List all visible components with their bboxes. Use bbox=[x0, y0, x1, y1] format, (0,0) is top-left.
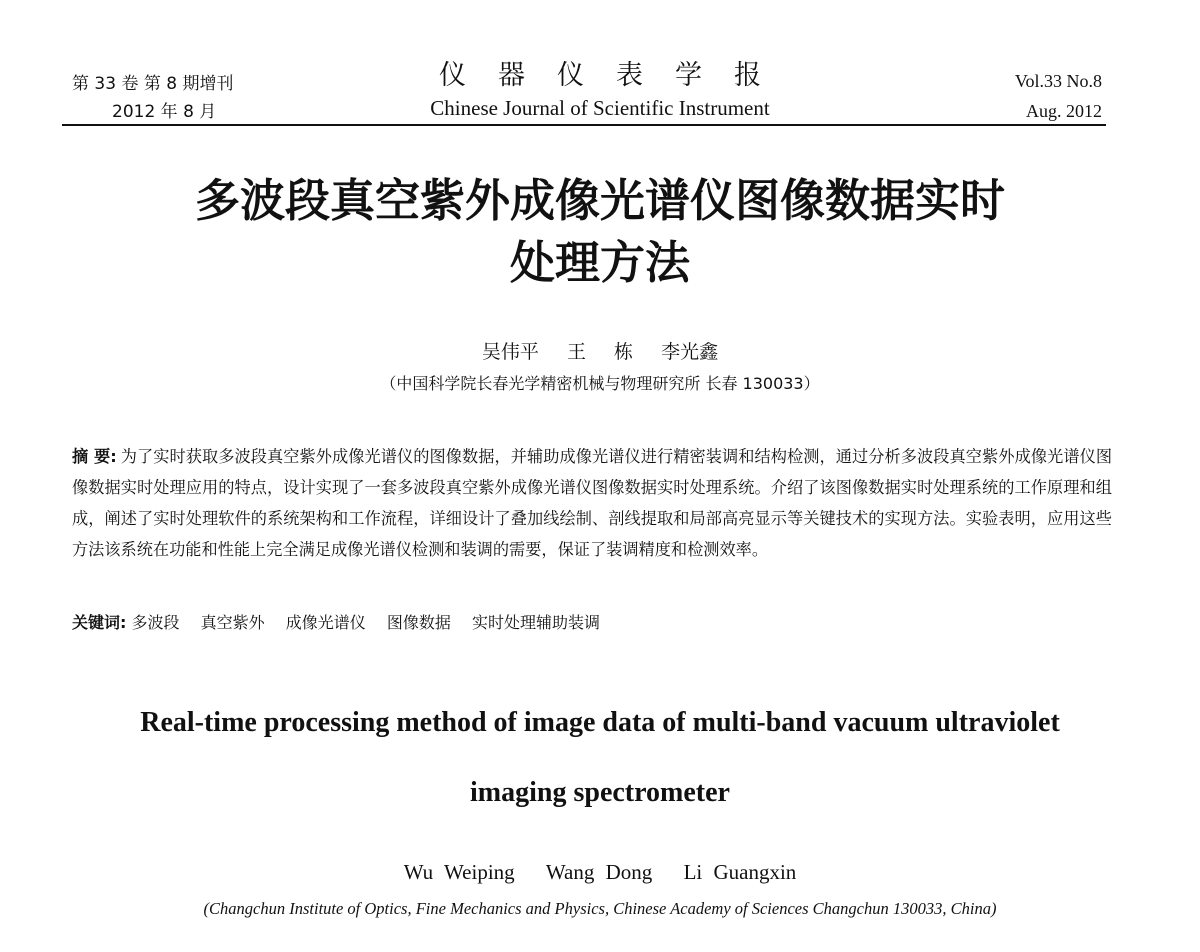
header-right bbox=[1015, 66, 1102, 126]
keyword: 图像数据 bbox=[386, 613, 451, 632]
journal-title-en: Chinese Journal of Scientific Instrument bbox=[430, 96, 770, 120]
author-cn: 王 栋 bbox=[566, 341, 634, 363]
author-en: Li Guangxin bbox=[683, 860, 797, 884]
author-cn: 李光鑫 bbox=[661, 341, 719, 363]
volume-issue-cn: 第 33 卷 第 8 期增刊 bbox=[72, 74, 234, 94]
keyword: 真空紫外 bbox=[200, 613, 265, 632]
keyword: 实时处理辅助装调 bbox=[471, 613, 600, 632]
authors-en bbox=[0, 860, 1200, 885]
author-en: Wu Weiping bbox=[403, 860, 515, 884]
abstract-label: 摘 要: bbox=[72, 447, 117, 466]
affiliation-en: (Changchun Institute of Optics, Fine Mechanics and Physics, Chinese Academy of Sciences Changchun 130033, China) bbox=[203, 899, 997, 918]
title-en-line2: imaging spectrometer bbox=[470, 777, 730, 808]
date-en: Aug. 2012 bbox=[1026, 101, 1102, 121]
journal-title-cn: 仪器仪表学报 bbox=[439, 60, 793, 91]
paper-title-en bbox=[0, 688, 1200, 828]
paper-title-cn bbox=[0, 170, 1200, 294]
keyword: 成像光谱仪 bbox=[285, 613, 366, 632]
keywords-label: 关键词: bbox=[72, 613, 127, 632]
keywords-cn bbox=[72, 610, 1112, 633]
title-en-line1: Real-time processing method of image data of multi-band vacuum ultraviolet bbox=[140, 707, 1060, 738]
affiliation-cn: （中国科学院长春光学精密机械与物理研究所 长春 130033） bbox=[380, 374, 820, 393]
author-en: Wang Dong bbox=[545, 860, 653, 884]
volume-en: Vol.33 No.8 bbox=[1014, 71, 1102, 91]
date-cn: 2012 年 8 月 bbox=[112, 102, 217, 122]
keyword: 多波段 bbox=[131, 613, 180, 632]
abstract-text: 为了实时获取多波段真空紫外成像光谱仪的图像数据，并辅助成像光谱仪进行精密装调和结构检测，通过分析多波段真空紫外成像光谱仪图像数据实时处理应用的特点，设计实现了一套多波段真空紫外成像光谱仪图像数据实时处理系统。介绍了该图像数据实时处理系统的工作原理和组成，阐述了实时处理软件的系统架构和工作流程，详细设计了叠加线绘制、剖线提取和局部高亮显示等关键技术的实现方法。实验表明，应用这些方法该系统在功能和性能上完全满足成像光谱仪检测和装调的需要，保证了装调精度和检测效率。 bbox=[72, 447, 1113, 559]
author-cn: 吴伟平 bbox=[481, 341, 539, 363]
authors-cn bbox=[0, 337, 1200, 364]
title-cn-line2: 处理方法 bbox=[509, 236, 690, 289]
abstract-cn bbox=[72, 441, 1112, 565]
header-rule bbox=[62, 124, 1106, 126]
title-cn-line1: 多波段真空紫外成像光谱仪图像数据实时 bbox=[194, 174, 1005, 227]
